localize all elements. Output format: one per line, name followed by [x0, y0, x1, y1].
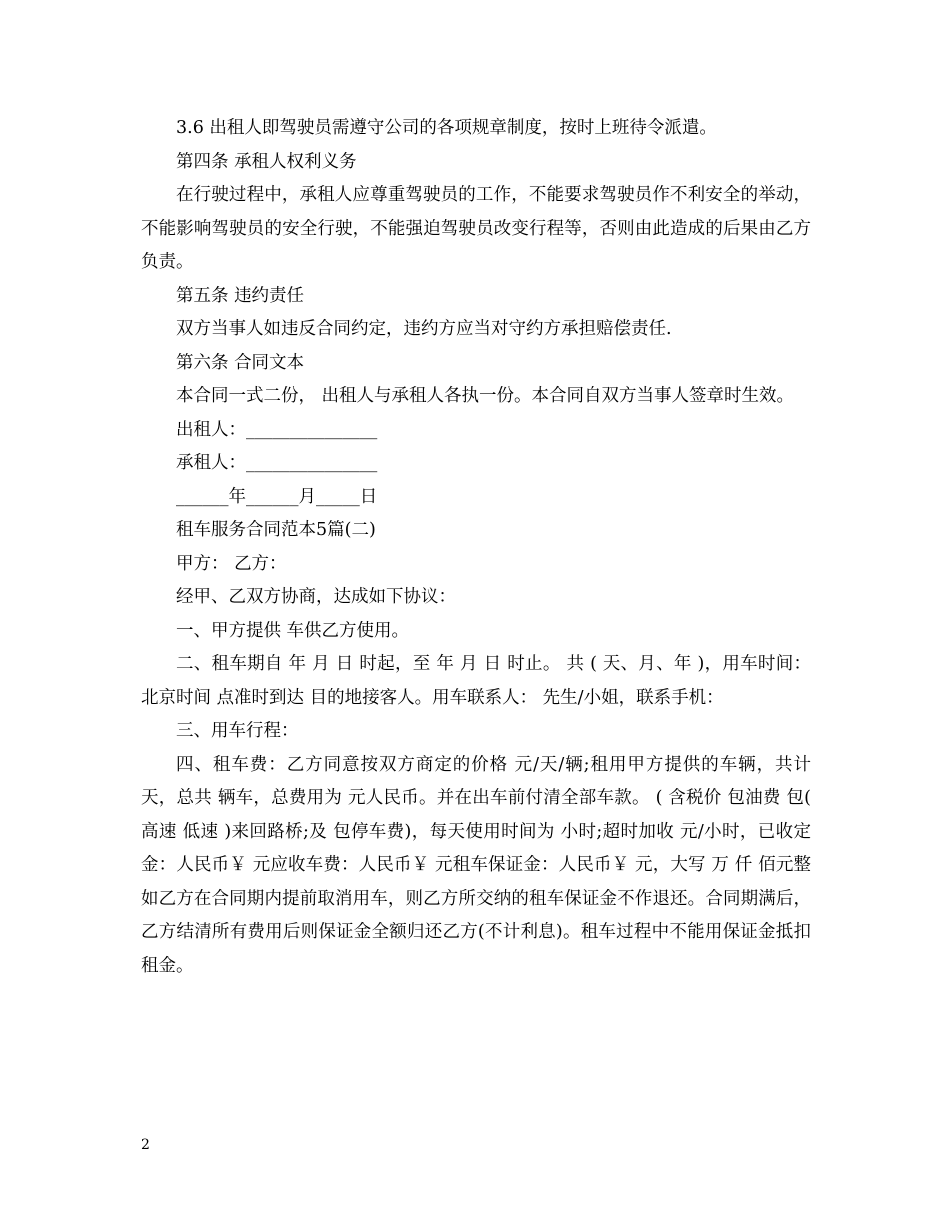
item-4: 四、租车费：乙方同意按双方商定的价格 元/天/辆;租用甲方提供的车辆，共计 天，总共 辆车，总费用为 元人民币。并在出车前付清全部车款。 ( 含税价 包油费 包( 高速 低速 )来回路桥;及 包停车费)，每天使用时间为 小时;超时加收 元/小时，已收定金：人民币￥ 元应收车费：人民币￥ 元租车保证金：人民币￥ 元，大写 万 仟 佰元整如乙方在合同期内提前取消用车，则乙方所交纳的租车保证金不作退还。合同期满后，乙方结清所有费用后则保证金全额归还乙方(不计利息)。租车过程中不能用保证金抵扣租金。: [141, 754, 811, 976]
article-6-text: 本合同一式二份， 出租人与承租人各执一份。本合同自双方当事人签章时生效。: [176, 386, 795, 406]
document-body: [141, 112, 811, 983]
article-4-heading: 第四条 承租人权利义务: [176, 151, 357, 172]
lessee-signature-line: 承租人：_______________: [176, 453, 378, 473]
lessor-signature-line: 出租人：_______________: [176, 419, 378, 440]
article-4-text: 在行驶过程中，承租人应尊重驾驶员的工作，不能要求驾驶员作不利安全的举动，不能影响驾驶员的安全行驶，不能强迫驾驶员改变行程等，否则由此造成的后果由乙方负责。: [141, 185, 811, 272]
article-6-heading: 第六条 合同文本: [176, 352, 305, 373]
agreement-intro: 经甲、乙双方协商，达成如下协议：: [176, 587, 456, 607]
clause-3-6: 3.6 出租人即驾驶员需遵守公司的各项规章制度，按时上班待令派遣。: [176, 118, 717, 138]
item-3: 三、用车行程：: [176, 721, 299, 741]
article-5-text: 双方当事人如违反合同约定，违约方应当对守约方承担赔偿责任.: [176, 319, 672, 339]
date-line: ______年______月_____日: [176, 486, 378, 507]
item-2: 二、租车期自 年 月 日 时起，至 年 月 日 时止。 共 ( 天、月、年 )，用车时间：北京时间 点准时到达 目的地接客人。用车联系人： 先生/小姐，联系手机：: [141, 654, 811, 708]
section-title: 租车服务合同范本5篇(二): [176, 520, 376, 540]
parties-line: 甲方： 乙方：: [176, 553, 287, 574]
item-1: 一、甲方提供 车供乙方使用。: [176, 620, 410, 641]
article-5-heading: 第五条 违约责任: [176, 285, 305, 306]
page-number: 2: [141, 1137, 150, 1153]
